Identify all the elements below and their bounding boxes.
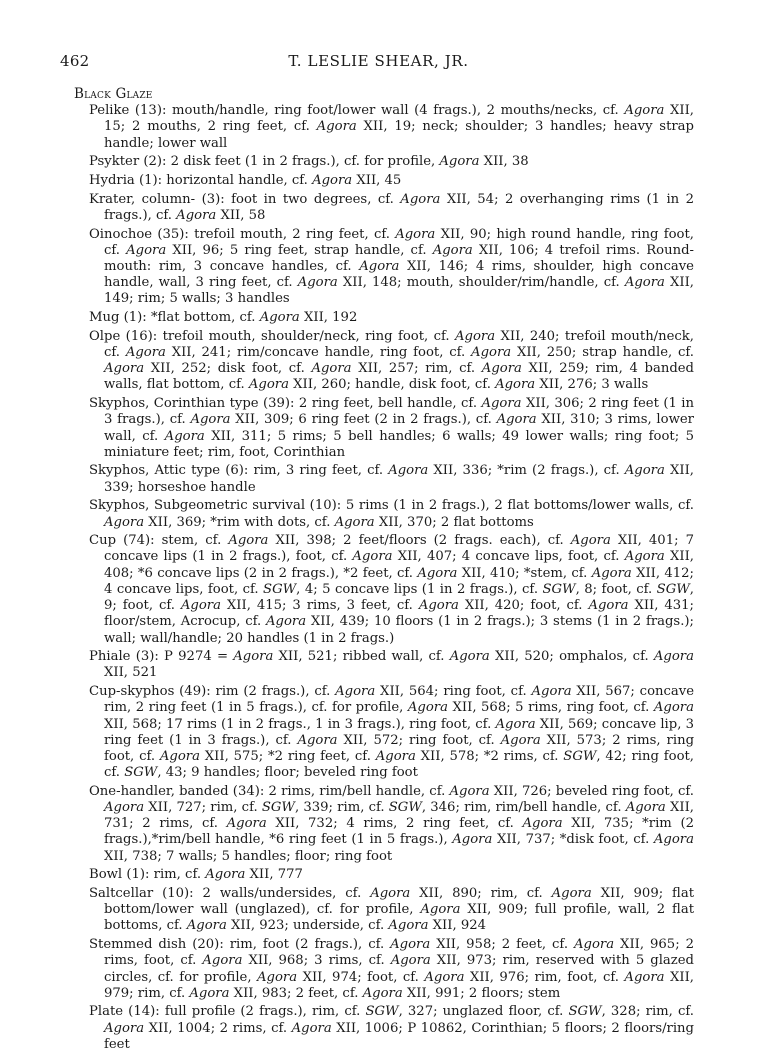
entry-label: Skyphos, Attic type (6): — [89, 463, 249, 479]
entry-label: Oinochoe (35): — [89, 226, 189, 242]
entry-text: trefoil mouth, 2 ring feet, cf. Agora XII, 90; high round handle, ring foot, cf. Agora XII, 96; 5 ring feet, strap handle, cf. Agora XII, 106; 4 trefoil rims. Round-mouth: rim, 3 concave handles, cf. Agora XII, 146; 4 rims, shoulder, high concave handle, wall, 3 ring feet, cf. Agora XII, 148; mouth, shoulder/rim/handle, cf. Agora XII, 149; rim; 5 walls; 3 handles — [104, 226, 695, 307]
entry-label: Krater, column- (3): — [89, 191, 225, 207]
entry-text: trefoil mouth, shoulder/neck, ring foot, cf. Agora XII, 240; trefoil mouth/neck, cf. Agora XII, 241; rim/concave handle, ring foot, cf. Agora XII, 250; strap handle, cf. Agora XII, 252; disk foot, cf. Agora XII, 257; rim, cf. Agora XII, 259; rim, 4 banded walls, flat bottom, cf. Agora XII, 260; handle, disk foot, cf. Agora XII, 276; 3 walls — [104, 328, 695, 393]
catalog-entry — [74, 463, 694, 495]
section-heading: Black Glaze — [74, 86, 153, 102]
catalog-entry — [74, 784, 694, 865]
catalog-entry — [74, 886, 694, 935]
catalog-entry — [74, 533, 694, 646]
catalog-entry — [74, 154, 694, 170]
entry-text: 5 rims (1 in 2 frags.), 2 flat bottoms/lower walls, cf. Agora XII, 369; *rim with dots, cf. Agora XII, 370; 2 flat bottoms — [104, 498, 694, 530]
catalog-entry — [74, 396, 694, 461]
entry-text: P 9274 = Agora XII, 521; ribbed wall, cf. Agora XII, 520; omphalos, cf. Agora XII, 521 — [104, 649, 694, 681]
entry-text: 2 walls/undersides, cf. Agora XII, 890; rim, cf. Agora XII, 909; flat bottom/lower wall (unglazed), cf. for profile, Agora XII, 909; full profile, wall, 2 flat bottoms, cf. Agora XII, 923; underside, cf. Agora XII, 924 — [104, 886, 695, 934]
entry-text: 2 ring feet, bell handle, cf. Agora XII, 306; 2 ring feet (1 in 3 frags.), cf. Agora XII, 309; 6 ring feet (2 in 2 frags.), cf. Agora XII, 310; 3 rims, lower wall, cf. Agora XII, 311; 5 rims; 5 bell handles; 6 walls; 49 lower walls; ring foot; 5 miniature feet; rim, foot, Corinthian — [104, 396, 694, 460]
catalog-entry — [74, 329, 694, 394]
entry-list — [74, 103, 694, 1053]
catalog-entry — [74, 173, 694, 189]
entry-label: Bowl (1): — [89, 867, 150, 883]
entry-label: Saltcellar (10): — [89, 886, 194, 902]
catalog-entry — [74, 227, 694, 308]
catalog-entry — [74, 867, 694, 883]
catalog-entry — [74, 498, 694, 530]
entry-text: full profile (2 frags.), rim, cf. SGW, 327; unglazed floor, cf. SGW, 328; rim, cf. Agora XII, 1004; 2 rims, cf. Agora XII, 1006; P 10862, Corinthian; 5 floors; 2 floors/ring feet — [104, 1004, 694, 1052]
entry-text: rim, 3 ring feet, cf. Agora XII, 336; *rim (2 frags.), cf. Agora XII, 339; horseshoe handle — [104, 463, 694, 495]
running-head: T. LESLIE SHEAR, JR. — [288, 52, 469, 70]
entry-text: horizontal handle, cf. Agora XII, 45 — [162, 173, 402, 189]
catalog-entry — [74, 684, 694, 781]
entry-label: Skyphos, Corinthian type (39): — [89, 396, 295, 412]
entry-text: stem, cf. Agora XII, 398; 2 feet/floors (2 frags. each), cf. Agora XII, 401; 7 concave lips (1 in 2 frags.), foot, cf. Agora XII, 407; 4 concave lips, foot, cf. Agora XII, 408; *6 concave lips (2 in 2 frags.), *2 feet, cf. Agora XII, 410; *stem, cf. Agora XII, 412; 4 concave lips, foot, cf. SGW, 4; 5 concave lips (1 in 2 frags.), cf. SGW, 8; foot, cf. SGW, 9; foot, cf. Agora XII, 415; 3 rims, 3 feet, cf. Agora XII, 420; foot, cf. Agora XII, 431; floor/stem, Acrocup, cf. Agora XII, 439; 10 floors (1 in 2 frags.); 3 stems (1 in 2 frags.); wall; wall/handle; 20 handles (1 in 2 frags.) — [104, 533, 695, 646]
entry-label: Stemmed dish (20): — [89, 937, 224, 953]
entry-text: mouth/handle, ring foot/lower wall (4 frags.), 2 mouths/necks, cf. Agora XII, 15; 2 mouths, 2 ring feet, cf. Agora XII, 19; neck; shoulder; 3 handles; heavy strap handle; lower wall — [104, 103, 694, 151]
entry-label: Olpe (16): — [89, 328, 158, 344]
catalog-entry — [74, 649, 694, 681]
entry-label: Hydria (1): — [89, 173, 163, 189]
page-number: 462 — [60, 52, 90, 70]
entry-text: *flat bottom, cf. Agora XII, 192 — [146, 310, 358, 326]
entry-text: 2 rims, rim/bell handle, cf. Agora XII, 726; beveled ring foot, cf. Agora XII, 727; rim, cf. SGW, 339; rim, cf. SGW, 346; rim, rim/bell handle, cf. Agora XII, 731; 2 rims, cf. Agora XII, 732; 4 rims, 2 ring feet, cf. Agora XII, 735; *rim (2 frags.),*rim/bell handle, *6 ring feet (1 in 5 frags.), Agora XII, 737; *disk foot, cf. Agora XII, 738; 7 walls; 5 handles; floor; ring foot — [104, 783, 695, 864]
entry-label: Skyphos, Subgeometric survival (10): — [89, 498, 342, 514]
entry-text: rim, cf. Agora XII, 777 — [149, 867, 303, 883]
entry-label: Cup-skyphos (49): — [89, 684, 211, 700]
entry-label: Psykter (2): — [89, 154, 167, 170]
catalog-entry — [74, 937, 694, 1002]
catalog-entry — [74, 310, 694, 326]
catalog-entry — [74, 1004, 694, 1053]
entry-text: rim, foot (2 frags.), cf. Agora XII, 958; 2 feet, cf. Agora XII, 965; 2 rims, foot, cf. Agora XII, 968; 3 rims, cf. Agora XII, 973; rim, reserved with 5 glazed circles, cf. for profile, Agora XII, 974; foot, cf. Agora XII, 976; rim, foot, cf. Agora XII, 979; rim, cf. Agora XII, 983; 2 feet, cf. Agora XII, 991; 2 floors; stem — [104, 937, 694, 1001]
catalog-body — [74, 86, 694, 1056]
catalog-entry — [74, 192, 694, 224]
entry-text: rim (2 frags.), cf. Agora XII, 564; ring foot, cf. Agora XII, 567; concave rim, 2 ring feet (1 in 5 frags.), cf. for profile, Agora XII, 568; 5 rims, ring foot, cf. Agora XII, 568; 17 rims (1 in 2 frags., 1 in 3 frags.), ring foot, cf. Agora XII, 569; concave lip, 3 ring feet (1 in 3 frags.), cf. Agora XII, 572; ring foot, cf. Agora XII, 573; 2 rims, ring foot, cf. Agora XII, 575; *2 ring feet, cf. Agora XII, 578; *2 rims, cf. SGW, 42; ring foot, cf. SGW, 43; 9 handles; floor; beveled ring foot — [104, 684, 695, 781]
entry-label: One-handler, banded (34): — [89, 783, 265, 799]
catalog-entry — [74, 103, 694, 152]
entry-label: Cup (74): — [89, 533, 155, 549]
entry-label: Phiale (3): — [89, 649, 159, 665]
entry-label: Mug (1): — [89, 310, 147, 326]
entry-text: foot in two degrees, cf. Agora XII, 54; 2 overhanging rims (1 in 2 frags.), cf. Agora XII, 58 — [104, 191, 695, 223]
entry-text: 2 disk feet (1 in 2 frags.), cf. for profile, Agora XII, 38 — [166, 154, 529, 170]
entry-label: Plate (14): — [89, 1004, 160, 1020]
entry-label: Pelike (13): — [89, 103, 167, 119]
